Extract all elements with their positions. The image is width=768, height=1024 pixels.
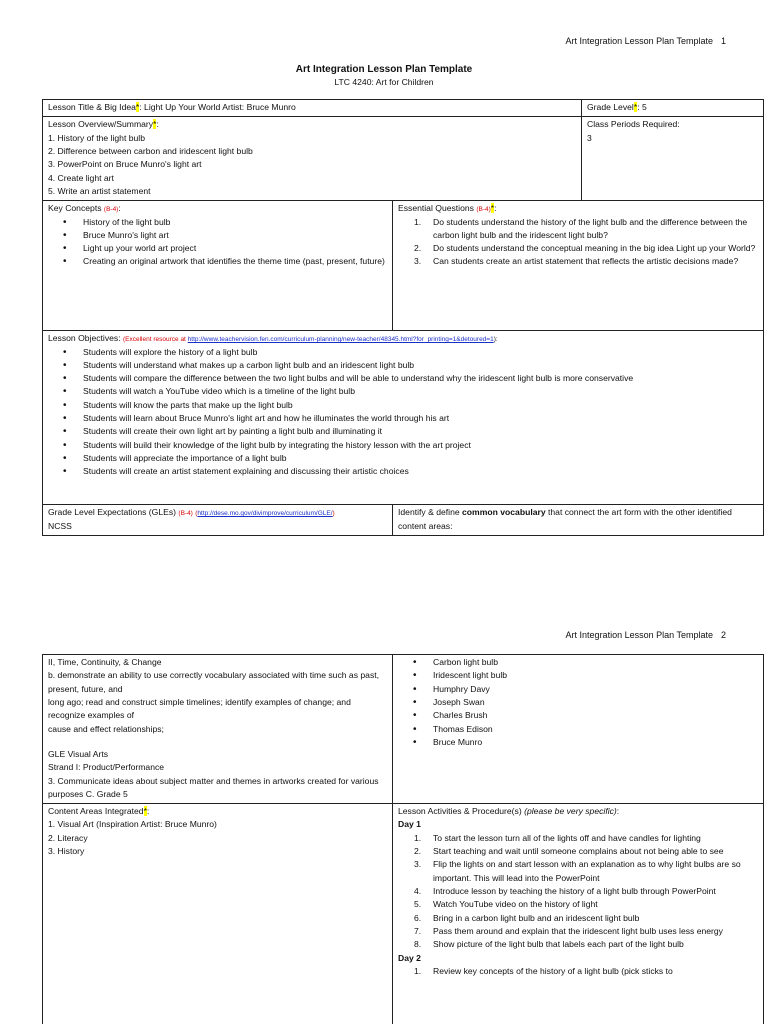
key-concepts-list [60, 216, 387, 269]
page-2 [0, 600, 768, 1024]
list-item: 3. Flip the lights on and start lesson with an explanation as to why light bulbs are so important. This will lead into the PowerPoint [414, 859, 741, 883]
essential-questions-list [414, 216, 758, 269]
essential-questions-cell: Essential Questions (B-4)*: 1. Do students understand the history of the light bulb and the difference between the carbon light bulb and the iridescent light bulb? 2. Do students understand the conceptual meaning in the big idea Light up your World? 3. Can students create an artist statement that reflects the artistic decisions made? [393, 201, 764, 331]
list-item: 6. Bring in a carbon light bulb and an iridescent light bulb [414, 912, 640, 923]
vocabulary-list [410, 656, 758, 749]
gle-cell: Grade Level Expectations (GLEs) (B-4) (http://dese.mo.gov/divimprove/curriculum/GLE/) NCSS [43, 505, 393, 536]
grade-level-value: : 5 [637, 102, 647, 112]
list-item: • Students will build their knowledge of the light bulb by integrating the history lesson with the art project [60, 439, 758, 452]
required-marker: * [153, 119, 157, 130]
list-item: • Students will appreciate the importance of a light bulb [60, 452, 758, 465]
list-item: • Students will create an artist statement explaining and discussing their artistic choices [60, 465, 758, 478]
objectives-list [60, 346, 758, 479]
list-item: • Light up your world art project [60, 242, 387, 255]
list-item: 1. Do students understand the history of the light bulb and the difference between the carbon light bulb and the iridescent light bulb? [414, 216, 748, 240]
lesson-activities-cell: Lesson Activities & Procedure(s) (please be very specific): Day 1 1. To start the lesson turn all of the lights off and have candles for lighting 2. Start teaching and wait until someone complains about not being able to see 3. Flip the lights on and start lesson with an explanation as to why light bulbs are so important. This will lead into the PowerPoint 4. Introduce lesson by teaching the history of a light bulb through PowerPoint 5. Watch YouTube video on the history of light 6. Bring in a carbon light bulb and an iridescent light bulb 7. Pass them around and explain that the iridescent light bulb uses less energy 8. Show picture of the light bulb that labels each part of the light bulb Day 2 1. Review key concepts of the history of a light bulb (pick sticks to [393, 804, 764, 1024]
list-item: • Joseph Swan [410, 696, 758, 709]
list-item: 8. Show picture of the light bulb that labels each part of the light bulb [414, 939, 684, 950]
list-item: • Students will know the parts that make up the light bulb [60, 399, 758, 412]
running-head [566, 629, 726, 643]
document-title: Art Integration Lesson Plan Template [295, 64, 473, 75]
list-item: 3. PowerPoint on Bruce Munro's light art [48, 159, 202, 170]
list-item: • Iridescent light bulb [410, 669, 758, 682]
list-item: • Charles Brush [410, 709, 758, 722]
list-item: • Students will learn about Bruce Munro's light art and how he illuminates the world through his art [60, 412, 758, 425]
list-item: • Bruce Munro [410, 736, 758, 749]
list-item: • Students will create their own light art by painting a light bulb and illuminating it [60, 425, 758, 438]
list-item: • Thomas Edison [410, 723, 758, 736]
list-item: 2. Literacy [48, 832, 88, 843]
class-periods-value: 3 [587, 132, 592, 143]
list-item: • Bruce Munro's light art [60, 229, 387, 242]
vocabulary-cell: Identify & define common vocabulary that connect the art form with the other identified content areas: [393, 505, 764, 536]
list-item: 5. Write an artist statement [48, 185, 151, 196]
lesson-title-cell: Lesson Title & Big Idea*: Light Up Your World Artist: Bruce Munro [43, 100, 582, 117]
running-head [566, 35, 726, 49]
teachervision-link[interactable]: http://www.teachervision.fen.com/curriculum-planning/new-teacher/48345.html?for_printing=1&detoured=1 [187, 336, 494, 344]
gle-link[interactable]: http://dese.mo.gov/divimprove/curriculum/GLE/ [197, 510, 333, 518]
list-item: 2. Start teaching and wait until someone complains about not being able to see [414, 846, 724, 857]
required-marker: * [135, 102, 140, 112]
list-item: 1. History of the light bulb [48, 132, 145, 143]
list-item: 2. Do students understand the conceptual meaning in the big idea Light up your World? [414, 243, 756, 254]
content-areas-cell: Content Areas Integrated*: 1. Visual Art (Inspiration Artist: Bruce Munro) 2. Literacy 3. History [43, 804, 393, 1024]
required-marker: * [143, 806, 147, 817]
list-item: • Students will compare the difference between the two light bulbs and will be able to understand why the iridescent light bulb is more conservative [60, 372, 758, 385]
list-item: • Creating an original artwork that identifies the theme time (past, present, future) [60, 255, 387, 268]
list-item: • Carbon light bulb [410, 656, 758, 669]
grade-level-cell: Grade Level*: 5 [582, 100, 764, 117]
list-item: • History of the light bulb [60, 216, 387, 229]
list-item: 4. Create light art [48, 172, 114, 183]
list-item: • Humphry Davy [410, 683, 758, 696]
lesson-title-value: : Light Up Your World Artist: Bruce Munro [139, 102, 296, 112]
lesson-plan-table-page-2 [42, 654, 764, 1024]
list-item: • Students will understand what makes up a carbon light bulb and an iridescent light bulb [60, 359, 758, 372]
class-periods-cell: Class Periods Required: 3 [582, 117, 764, 201]
day-2-heading: Day 2 [398, 952, 421, 963]
gle-details-cell: II, Time, Continuity, & Change b. demonstrate an ability to use correctly vocabulary associated with time such as past, present, future, and long ago; read and construct simple timelines; identify examples of change; and recognize examples of cause and effect relationships; GLE Visual Arts Strand I: Product/Performance 3. Communicate ideas about subject matter and themes in artworks created for various purposes C. Grade 5 [43, 655, 393, 804]
day-1-steps [414, 832, 758, 952]
required-marker: * [490, 203, 495, 214]
page-number: 2 [720, 630, 726, 640]
list-item: 1. To start the lesson turn all of the lights off and have candles for lighting [414, 832, 701, 843]
required-marker: * [633, 102, 638, 112]
list-item: 4. Introduce lesson by teaching the history of a light bulb through PowerPoint [414, 886, 716, 896]
day-1-heading: Day 1 [398, 819, 421, 830]
list-item: 1. Visual Art (Inspiration Artist: Bruce Munro) [48, 819, 217, 830]
lesson-objectives-cell: Lesson Objectives: (Excellent resource at http://www.teachervision.fen.com/curriculum-planning/new-teacher/48345.html?for_printing=1&detoured=1): • Students will explore the history of a light bulb • Students will understand what makes up a carbon light bulb and an iridescent light bulb • Students will compare the difference between the two light bulbs and will be able to understand why the iridescent light bulb is more conservative • Students will watch a YouTube video which is a timeline of the light bulb • Students will know the parts that make up the light bulb • Students will learn about Bruce Munro's light art and how he illuminates the world through his art • Students will create their own light art by painting a light bulb and illuminating it • Students will build their knowledge of the light bulb by integrating the history lesson with the art project • Students will appreciate the importance of a light bulb • Students will create an artist statement explaining and discussing their artistic choices [43, 331, 764, 505]
page-number: 1 [720, 36, 726, 46]
running-head-title: Art Integration Lesson Plan Template [565, 630, 713, 640]
list-item: 2. Difference between carbon and iridescent light bulb [48, 145, 253, 156]
lesson-overview-cell: Lesson Overview/Summary*: 1. History of the light bulb 2. Difference between carbon and iridescent light bulb 3. PowerPoint on Bruce Munro's light art 4. Create light art 5. Write an artist statement [43, 117, 582, 201]
day-2-steps [414, 965, 758, 978]
running-head-title: Art Integration Lesson Plan Template [565, 36, 713, 46]
vocabulary-list-cell [393, 655, 764, 804]
document-subtitle: LTC 4240: Art for Children [334, 77, 434, 87]
list-item: • Students will watch a YouTube video which is a timeline of the light bulb [60, 385, 758, 398]
list-item: 1. Review key concepts of the history of a light bulb (pick sticks to [414, 965, 673, 976]
list-item: 5. Watch YouTube video on the history of light [414, 899, 598, 910]
list-item: 3. History [48, 846, 85, 857]
lesson-plan-table-page-1 [42, 99, 764, 536]
list-item: • Students will explore the history of a light bulb [60, 346, 758, 359]
key-concepts-cell: Key Concepts (B-4): • History of the light bulb • Bruce Munro's light art • Light up your world art project • Creating an original artwork that identifies the theme time (past, present, future) [43, 201, 393, 331]
list-item: 3. Can students create an artist statement that reflects the artistic decisions made? [414, 256, 739, 267]
list-item: 7. Pass them around and explain that the iridescent light bulb uses less energy [414, 925, 723, 936]
